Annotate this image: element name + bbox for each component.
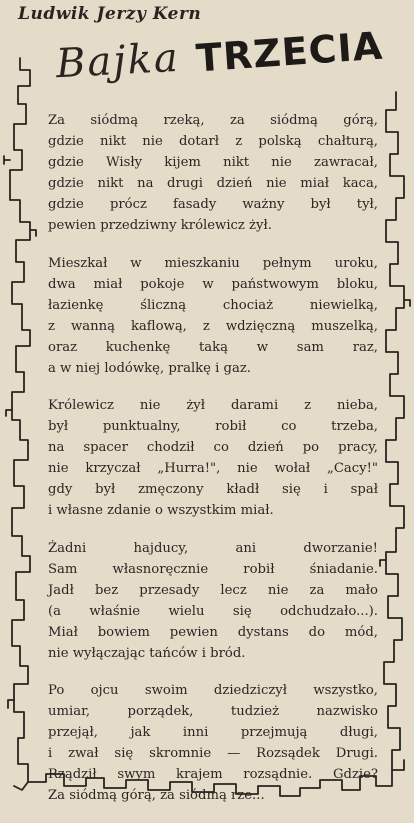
poem-line: i własne zdanie o wszystkim miał.	[48, 503, 274, 518]
poem	[48, 110, 378, 823]
stanza-4	[48, 538, 378, 664]
poem-line: Jadł bez przesady lecz nie za mało	[48, 582, 378, 598]
stanza-1	[48, 110, 378, 236]
poem-line: łazienkę śliczną chociaż niewielką,	[48, 297, 378, 313]
author-name: Ludwik Jerzy Kern	[18, 4, 202, 24]
poem-line: nie krzyczał „Hurra!", nie wołał „Cacy!"	[48, 461, 378, 476]
poem-line: gdzie nikt nie dotarł z polską chałturą,	[48, 134, 378, 149]
poem-line: Żadni hajducy, ani dworzanie!	[48, 540, 378, 556]
poem-line: Królewicz nie żył darami z nieba,	[48, 398, 378, 413]
poem-line: dwa miał pokoje w państwowym bloku,	[48, 276, 378, 292]
poem-line: Rządził swym krajem rozsądnie. Gdzie?	[48, 767, 378, 782]
poem-line: pewien przedziwny królewicz żył.	[48, 218, 272, 233]
poem-line: gdzie Wisły kijem nikt nie zawracał,	[48, 155, 378, 170]
poem-line: oraz kuchenkę taką w sam raz,	[48, 339, 378, 355]
poem-line: na spacer chodził co dzień po pracy,	[48, 440, 378, 455]
poem-line: a w niej lodówkę, pralkę i gaz.	[48, 360, 252, 376]
stanza-3	[48, 395, 378, 521]
poem-line: Za siódmą górą, za siódmą rze...	[48, 788, 265, 803]
poem-line: nie wyłączając tańców i bród.	[48, 645, 246, 661]
title-caps: TRZECIA	[194, 23, 385, 81]
poem-line: był punktualny, robił co trzeba,	[48, 419, 378, 434]
poem-line: (a właśnie wielu się odchudzało...).	[48, 603, 378, 619]
poem-line: i zwał się skromnie — Rozsądek Drugi.	[48, 746, 378, 761]
poem-line: Mieszkał w mieszkaniu pełnym uroku,	[48, 255, 378, 271]
poem-line: Miał bowiem pewien dystans do mód,	[48, 624, 378, 640]
poem-line: gdzie prócz fasady ważny był tył,	[48, 197, 378, 212]
poem-line: Sam własnoręcznie robił śniadanie.	[48, 561, 378, 577]
stanza-5	[48, 680, 378, 806]
poem-line: gdy był zmęczony kładł się i spał	[48, 482, 378, 497]
title-script: Bajka	[54, 34, 181, 88]
stanza-2	[48, 253, 378, 379]
poem-line: gdzie nikt na drugi dzień nie miał kaca,	[48, 176, 378, 191]
poem-line: przejął, jak inni przejmują długi,	[48, 725, 378, 740]
poem-line: Za siódmą rzeką, za siódmą górą,	[48, 113, 378, 128]
poem-line: Po ojcu swoim dziedziczył wszystko,	[48, 683, 378, 698]
poem-line: z wanną kaflową, z wdzięczną muszelką,	[48, 318, 378, 334]
poem-line: umiar, porządek, tudzież nazwisko	[48, 704, 378, 719]
